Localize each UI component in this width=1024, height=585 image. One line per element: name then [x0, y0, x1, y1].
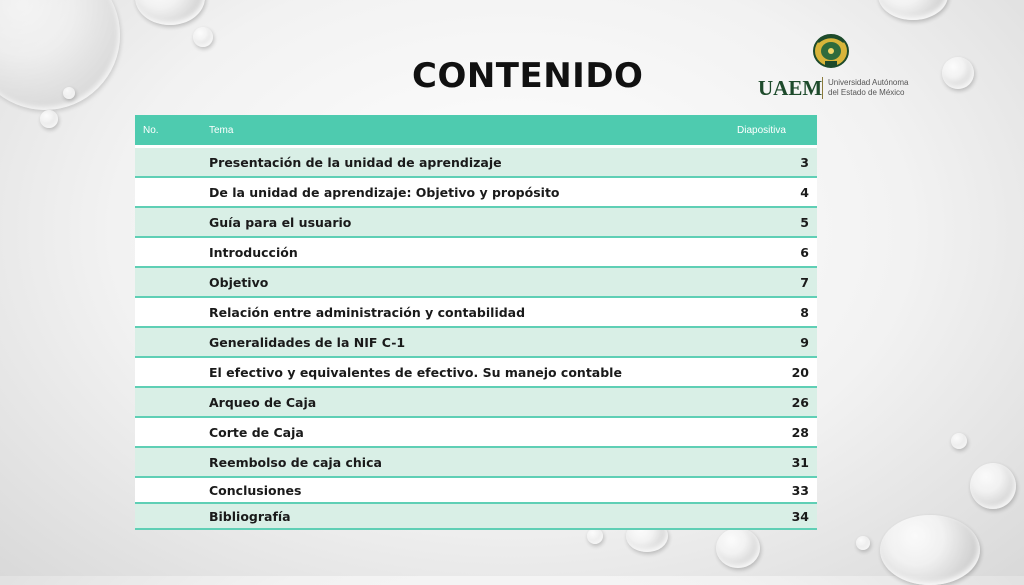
- row-tema: Corte de Caja: [143, 417, 727, 447]
- table-row: [135, 147, 817, 178]
- header-no: No.: [135, 115, 143, 147]
- row-diapositiva: 3: [727, 147, 817, 178]
- table-row: [135, 267, 817, 297]
- row-tema: Reembolso de caja chica: [143, 447, 727, 477]
- row-diapositiva: 34: [727, 503, 817, 529]
- row-diapositiva: 5: [727, 207, 817, 237]
- row-tema: Introducción: [143, 237, 727, 267]
- water-drop-decoration: [193, 27, 213, 47]
- row-tema: El efectivo y equivalentes de efectivo. Su manejo contable: [143, 357, 727, 387]
- table-row: [135, 177, 817, 207]
- row-diapositiva: 33: [727, 477, 817, 503]
- water-drop-decoration: [880, 515, 980, 585]
- water-drop-decoration: [716, 528, 760, 568]
- row-diapositiva: 26: [727, 387, 817, 417]
- water-drop-decoration: [878, 0, 948, 20]
- table-row: [135, 297, 817, 327]
- row-tema: Objetivo: [143, 267, 727, 297]
- table-row: [135, 327, 817, 357]
- header-tema: Tema: [143, 115, 727, 147]
- water-drop-decoration: [951, 433, 967, 449]
- water-drop-decoration: [970, 463, 1016, 509]
- water-drop-decoration: [856, 536, 870, 550]
- table-row: [135, 417, 817, 447]
- water-drop-decoration: [63, 87, 75, 99]
- row-diapositiva: 8: [727, 297, 817, 327]
- university-seal-icon: [810, 30, 852, 70]
- row-diapositiva: 9: [727, 327, 817, 357]
- table-row: [135, 237, 817, 267]
- page-title: CONTENIDO: [412, 56, 644, 96]
- row-diapositiva: 7: [727, 267, 817, 297]
- row-tema: Arqueo de Caja: [143, 387, 727, 417]
- table-row: [135, 357, 817, 387]
- row-tema: Relación entre administración y contabilidad: [143, 297, 727, 327]
- water-drop-decoration: [942, 57, 974, 89]
- row-diapositiva: 6: [727, 237, 817, 267]
- row-diapositiva: 28: [727, 417, 817, 447]
- uaem-logo: [756, 30, 912, 104]
- row-diapositiva: 31: [727, 447, 817, 477]
- university-line-1: Universidad Autónoma: [828, 78, 909, 87]
- row-tema: De la unidad de aprendizaje: Objetivo y propósito: [143, 177, 727, 207]
- row-tema: Guía para el usuario: [143, 207, 727, 237]
- contents-table: [135, 115, 817, 530]
- row-tema: Generalidades de la NIF C-1: [143, 327, 727, 357]
- water-drop-decoration: [135, 0, 205, 25]
- logo-divider: [822, 77, 823, 99]
- table-row: [135, 503, 817, 529]
- table-row: [135, 477, 817, 503]
- water-drop-decoration: [587, 528, 603, 544]
- header-diapositiva: Diapositiva: [727, 115, 817, 147]
- table-row: [135, 387, 817, 417]
- row-tema: Presentación de la unidad de aprendizaje: [143, 147, 727, 178]
- water-drop-decoration: [0, 0, 120, 110]
- table-row: [135, 447, 817, 477]
- university-name: [828, 78, 909, 98]
- table-row: [135, 207, 817, 237]
- university-line-2: del Estado de México: [828, 88, 905, 97]
- water-drop-decoration: [40, 110, 58, 128]
- row-tema: Bibliografía: [143, 503, 727, 529]
- row-diapositiva: 4: [727, 177, 817, 207]
- row-diapositiva: 20: [727, 357, 817, 387]
- table-header-row: [135, 115, 817, 147]
- uaem-brand: UAEM: [758, 76, 823, 100]
- row-tema: Conclusiones: [143, 477, 727, 503]
